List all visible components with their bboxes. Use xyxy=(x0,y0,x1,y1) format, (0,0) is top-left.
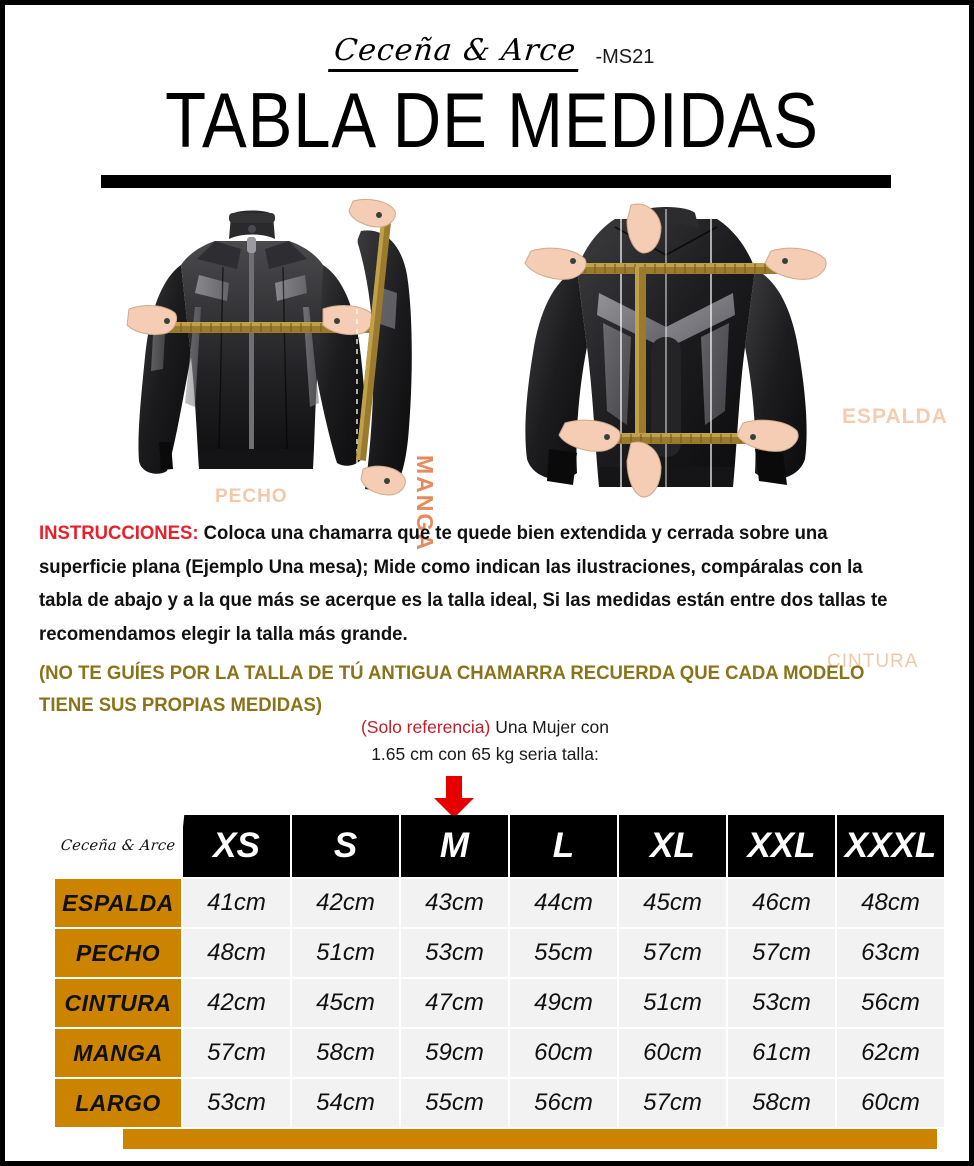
table-row xyxy=(55,979,944,1027)
page-title: TABLA DE MEDIDAS xyxy=(165,76,819,164)
brand-header xyxy=(5,21,974,71)
table-row xyxy=(55,929,944,977)
label-pecho: PECHO xyxy=(215,486,288,507)
label-cintura: CINTURA xyxy=(827,651,919,672)
table-row xyxy=(55,1079,944,1127)
col-header-s: S xyxy=(292,815,399,877)
col-header-xl: XL xyxy=(619,815,726,877)
cell-pecho-xxxl: 63cm xyxy=(837,929,944,977)
cell-largo-xl: 57cm xyxy=(619,1079,726,1127)
reference-note xyxy=(305,714,665,768)
jacket-back-illustration xyxy=(503,197,853,507)
cell-cintura-xxxl: 56cm xyxy=(837,979,944,1027)
reference-arrow xyxy=(430,776,478,818)
tape-length xyxy=(635,267,646,439)
cell-espalda-xl: 45cm xyxy=(619,879,726,927)
cell-pecho-m: 53cm xyxy=(401,929,508,977)
reference-line-2: 1.65 cm con 65 kg seria talla: xyxy=(371,744,599,765)
label-espalda: ESPALDA xyxy=(842,405,948,428)
cell-manga-xxl: 61cm xyxy=(728,1029,835,1077)
table-row xyxy=(55,879,944,927)
cell-manga-xl: 60cm xyxy=(619,1029,726,1077)
cell-largo-s: 54cm xyxy=(292,1079,399,1127)
table-row xyxy=(55,1029,944,1077)
cell-cintura-m: 47cm xyxy=(401,979,508,1027)
cell-largo-xxl: 58cm xyxy=(728,1079,835,1127)
cell-largo-m: 55cm xyxy=(401,1079,508,1127)
table-corner-logo: Ceceña & Arce xyxy=(52,815,185,877)
row-label-manga: MANGA xyxy=(55,1029,181,1077)
cell-pecho-xs: 48cm xyxy=(183,929,290,977)
table-header-row xyxy=(55,815,944,877)
brand-logo-text: Ceceña & Arce xyxy=(328,35,582,72)
cell-cintura-xs: 42cm xyxy=(183,979,290,1027)
col-header-xs: XS xyxy=(183,815,290,877)
cell-largo-xs: 53cm xyxy=(183,1079,290,1127)
col-header-xxxl: XXXL xyxy=(837,815,944,877)
size-chart-table-wrap xyxy=(53,813,937,1129)
row-label-cintura: CINTURA xyxy=(55,979,181,1027)
page-title-wrap xyxy=(5,76,974,164)
cell-espalda-xxl: 46cm xyxy=(728,879,835,927)
reference-line1-rest: Una Mujer con xyxy=(490,717,610,737)
cell-pecho-xl: 57cm xyxy=(619,929,726,977)
title-underline-bar xyxy=(101,175,891,188)
size-chart-table xyxy=(53,813,946,1129)
cell-espalda-xxxl: 48cm xyxy=(837,879,944,927)
cell-largo-l: 56cm xyxy=(510,1079,617,1127)
cell-largo-xxxl: 60cm xyxy=(837,1079,944,1127)
label-manga: MANGA xyxy=(412,455,438,552)
instructions-block xyxy=(39,517,900,652)
cell-espalda-m: 43cm xyxy=(401,879,508,927)
reference-line-1 xyxy=(305,714,665,741)
model-code: -MS21 xyxy=(595,46,655,68)
instructions-note: (NO TE GUÍES POR LA TALLA DE TÚ ANTIGUA CHAMARRA RECUERDA QUE CADA MODELO TIENE SUS PROPIAS MEDIDAS) xyxy=(39,662,865,716)
cell-manga-xs: 57cm xyxy=(183,1029,290,1077)
reference-tag: (Solo referencia) xyxy=(360,717,491,737)
row-label-pecho: PECHO xyxy=(55,929,181,977)
cell-manga-s: 58cm xyxy=(292,1029,399,1077)
cell-pecho-s: 51cm xyxy=(292,929,399,977)
col-header-xxl: XXL xyxy=(728,815,835,877)
cell-manga-xxxl: 62cm xyxy=(837,1029,944,1077)
cell-espalda-s: 42cm xyxy=(292,879,399,927)
cell-cintura-l: 49cm xyxy=(510,979,617,1027)
instructions-body: Coloca una chamarra que te quede bien extendida y cerrada sobre una superficie plana (Ejemplo Una mesa); Mide como indican las ilustraciones, compáralas con la tabla de abajo y a la que más se acerque es la talla ideal, Si las medidas están entre dos tallas te recomendamos elegir la talla más grande. xyxy=(39,522,888,646)
cell-cintura-xl: 51cm xyxy=(619,979,726,1027)
col-header-l: L xyxy=(510,815,617,877)
cell-manga-m: 59cm xyxy=(401,1029,508,1077)
cell-manga-l: 60cm xyxy=(510,1029,617,1077)
cell-pecho-l: 55cm xyxy=(510,929,617,977)
cell-cintura-s: 45cm xyxy=(292,979,399,1027)
cell-cintura-xxl: 53cm xyxy=(728,979,835,1027)
row-label-largo: LARGO xyxy=(55,1079,181,1127)
col-header-m: M xyxy=(401,815,508,877)
row-label-espalda: ESPALDA xyxy=(55,879,181,927)
cell-espalda-l: 44cm xyxy=(510,879,617,927)
cell-espalda-xs: 41cm xyxy=(183,879,290,927)
instructions-heading: INSTRUCCIONES: xyxy=(39,522,199,544)
cell-pecho-xxl: 57cm xyxy=(728,929,835,977)
footer-accent-bar xyxy=(123,1129,937,1149)
